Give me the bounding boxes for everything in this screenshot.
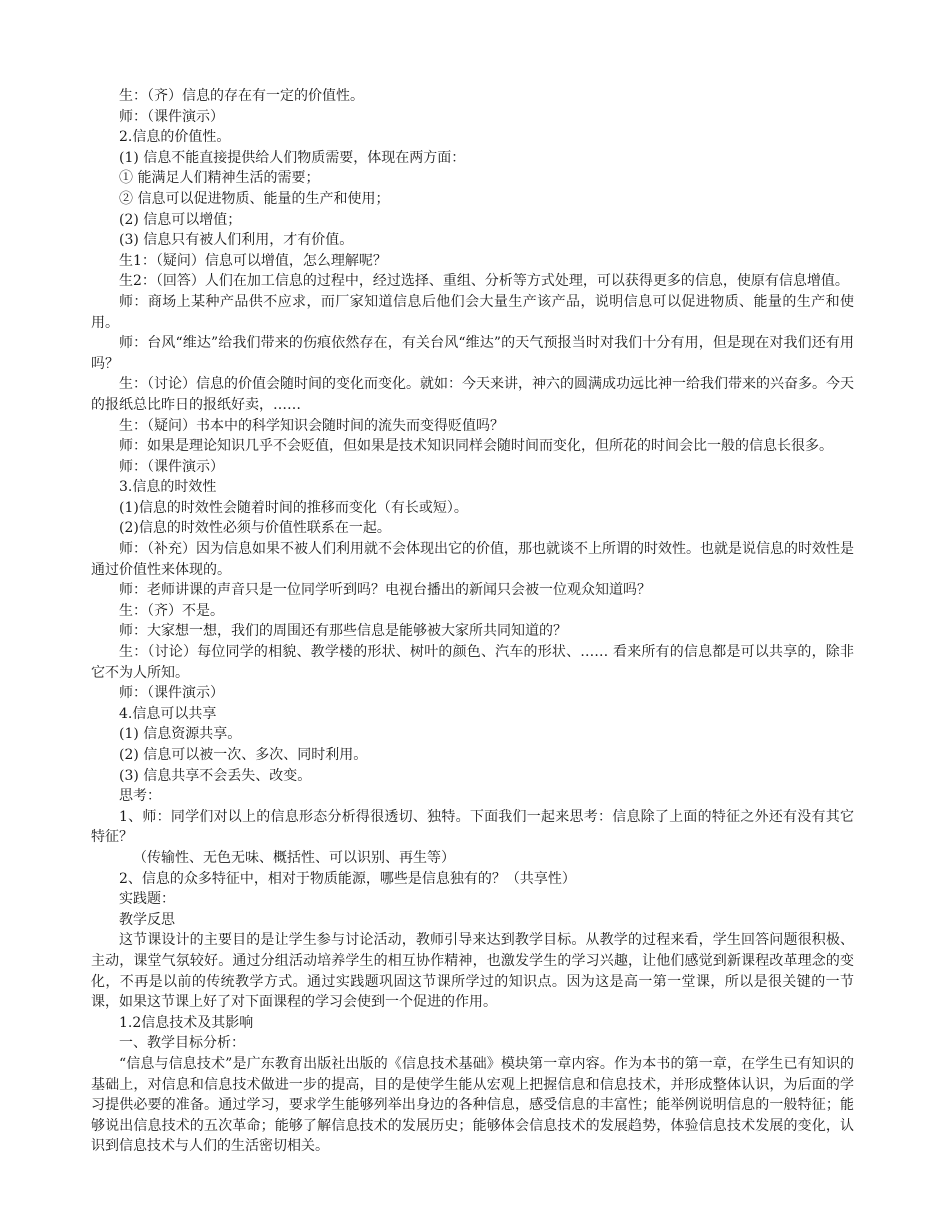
list-item: (3) 信息共享不会丢失、改变。: [119, 767, 312, 784]
list-item: (2) 信息可以被一次、多次、同时利用。: [119, 747, 368, 763]
list-item: (2) 信息可以增值；: [119, 211, 242, 228]
paragraph: 这节课设计的主要目的是让学生参与讨论活动，教师引导来达到教学目标。从教学的过程来看，学生回答问题很积极、主动，课堂气氛较好。通过分组活动培养学生的相互协作精神，也激发学生的学习兴趣，让他们感觉到新课程改革理念的变化，不再是以前的传统教学方式。通过实践题巩固这节课所学过的知识点。因为这是高一第一堂课，所以是很关键的一节课，如果这节课上好了对下面课程的学习会使到一个促进的作用。: [91, 932, 854, 1011]
section-heading: 2.信息的价值性。: [119, 129, 231, 146]
list-item: (1) 信息不能直接提供给人们物质需要，体现在两方面：: [119, 149, 466, 166]
section-heading: 1.2信息技术及其影响: [119, 1014, 254, 1031]
paragraph: 师：老师讲课的声音只是一位同学听到吗？电视台播出的新闻只会被一位观众知道吗？: [119, 582, 651, 599]
paragraph: 生1：（疑问）信息可以增值，怎么理解呢？: [119, 252, 387, 269]
paragraph: 师：台风“维达”给我们带来的伤痕依然存在，有关台风“维达”的天气预报当时对我们十分有用，但是现在对我们还有用吗？: [91, 335, 854, 372]
list-item: (1)信息的时效性会随着时间的推移而变化（有长或短）。: [119, 499, 468, 516]
paragraph: 1、师：同学们对以上的信息形态分析得很透切、独特。下面我们一起来思考：信息除了上面的特征之外还有没有其它特征？: [91, 808, 854, 846]
paragraph: 生：（齐）信息的存在有一定的价值性。: [119, 88, 364, 104]
paragraph: 师：（课件演示）: [119, 108, 224, 125]
section-heading: 一、教学目标分析：: [119, 1035, 245, 1052]
paragraph: 生2：（回答）人们在加工信息的过程中，经过选择、重组、分析等方式处理，可以获得更多的信息，使原有信息增值。: [119, 273, 849, 290]
list-item: ② 信息可以促进物质、能量的生产和使用；: [119, 190, 390, 207]
list-item: (3) 信息只有被人们利用，才有价值。: [119, 232, 354, 249]
paragraph: 师：（补充）因为信息如果不被人们利用就不会体现出它的价值，那也就谈不上所谓的时效性。也就是说信息的时效性是通过价值性来体现的。: [91, 541, 854, 578]
paragraph: 生：（讨论）信息的价值会随时间的变化而变化。就如：今天来讲，神六的圆满成功远比神一给我们带来的兴奋多。今天的报纸总比昨日的报纸好卖，……: [91, 376, 854, 413]
paragraph: （传输性、无色无味、概括性、可以识别、再生等）: [133, 849, 455, 866]
paragraph: 思考：: [119, 788, 161, 805]
paragraph: 师：如果是理论知识几乎不会贬值，但如果是技术知识同样会随时间而变化，但所花的时间会比一般的信息长很多。: [119, 438, 833, 455]
paragraph: 生：（齐）不是。: [119, 602, 224, 619]
paragraph: 生：（疑问）书本中的科学知识会随时间的流失而变得贬值吗？: [119, 417, 504, 434]
list-item: ① 能满足人们精神生活的需要；: [119, 170, 320, 187]
paragraph: 师：大家想一想，我们的周围还有那些信息是能够被大家所共同知道的？: [119, 623, 567, 640]
paragraph: “信息与信息技术”是广东教育出版社出版的《信息技术基础》模块第一章内容。作为本书的第一章，在学生已有知识的基础上，对信息和信息技术做进一步的提高，目的是使学生能从宏观上把握信息和信息技术，并形成整体认识，为后面的学习提供必要的准备。通过学习，要求学生能够列举出身边的各种信息，感受信息的丰富性；能举例说明信息的一般特征；能够说出信息技术的五次革命；能够了解信息技术的发展历史；能够体会信息技术的发展趋势，体验信息技术发展的变化，认识到信息技术与人们的生活密切相关。: [91, 1055, 854, 1155]
paragraph: 实践题：: [119, 891, 175, 908]
paragraph: 师：（课件演示）: [119, 685, 224, 702]
list-item: (1) 信息资源共享。: [119, 726, 242, 743]
section-heading: 3.信息的时效性: [119, 479, 217, 496]
paragraph: 2、信息的众多特征中，相对于物质能源，哪些是信息独有的？（共享性）: [119, 870, 576, 887]
paragraph: 师：商场上某种产品供不应求，而厂家知道信息后他们会大量生产该产品，说明信息可以促进物质、能量的生产和使用。: [91, 293, 854, 331]
paragraph: 生：（讨论）每位同学的相貌、教学楼的形状、树叶的颜色、汽车的形状、…… 看来所有的信息都是可以共享的，除非它不为人所知。: [91, 644, 854, 681]
section-heading: 教学反思: [119, 911, 175, 928]
section-heading: 4.信息可以共享: [119, 705, 217, 722]
paragraph: 师：（课件演示）: [119, 458, 224, 475]
list-item: (2)信息的时效性必须与价值性联系在一起。: [119, 520, 391, 537]
